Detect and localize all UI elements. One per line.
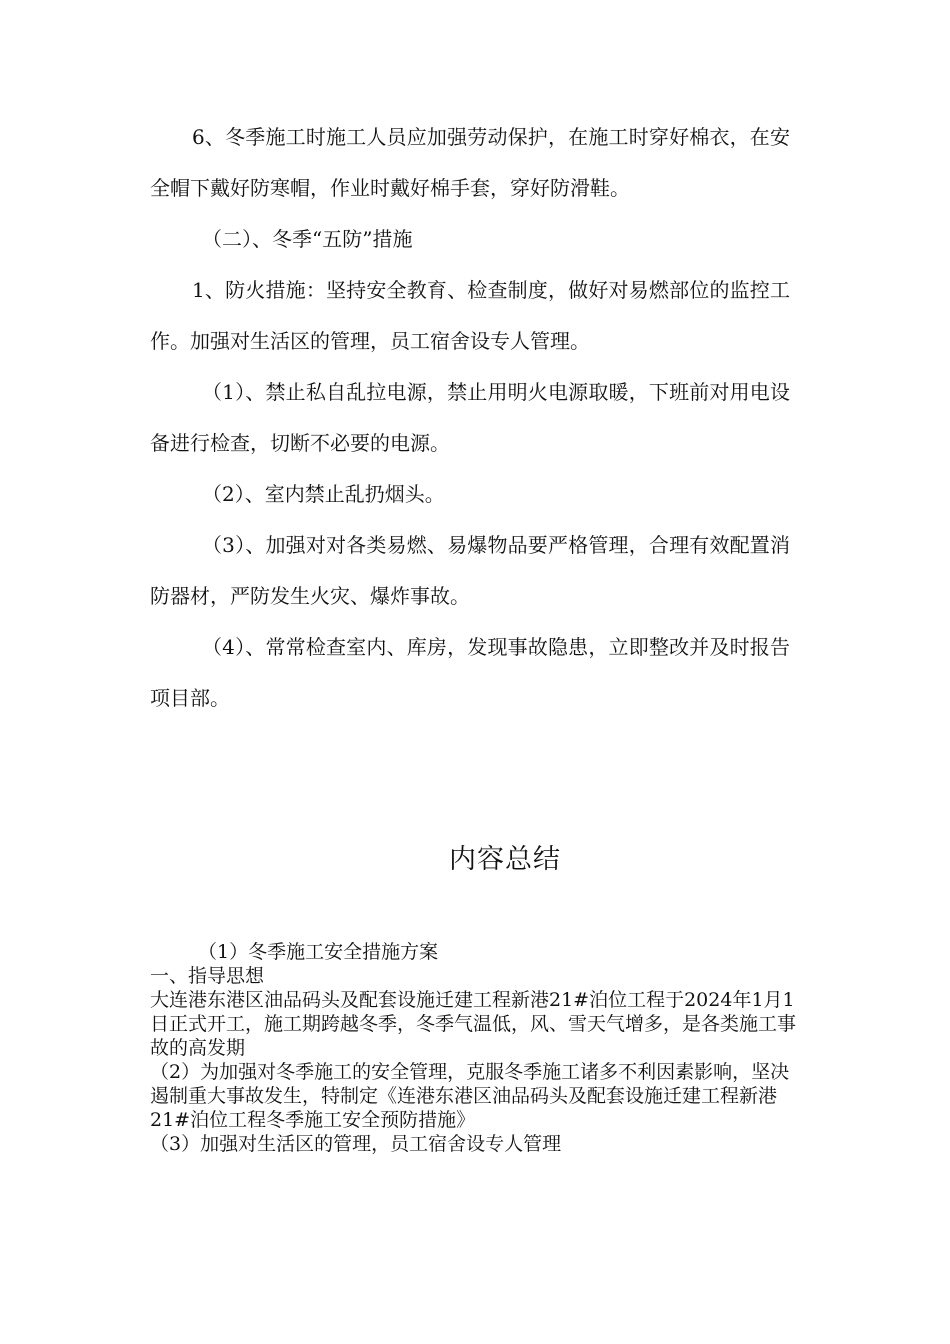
summary-line-4: （2）为加强对冬季施工的安全管理，克服冬季施工诸多不利因素影响，坚决遏制重大事故发生，特制定《连港东港区油品码头及配套设施迁建工程新港21#泊位工程冬季施工安全预防措施》 <box>150 1061 790 1131</box>
summary-title: 内容总结 <box>449 844 561 875</box>
paragraph-item-2: （2）、室内禁止乱扔烟头。 <box>202 482 445 506</box>
paragraph-fire-prevention: 1、防火措施：坚持安全教育、检查制度，做好对易燃部位的监控工作。加强对生活区的管理，员工宿舍设专人管理。 <box>150 278 790 353</box>
paragraph-item-4: （4）、常常检查室内、库房，发现事故隐患，立即整改并及时报告项目部。 <box>150 635 790 710</box>
summary-line-1: （1）冬季施工安全措施方案 <box>198 941 439 963</box>
summary-section <box>150 940 798 1156</box>
paragraph-item-1: （1）、禁止私自乱拉电源，禁止用明火电源取暖，下班前对用电设备进行检查，切断不必要的电源。 <box>150 380 790 455</box>
summary-line-2: 一、指导思想 <box>150 965 265 987</box>
paragraph-item-3: （3）、加强对对各类易燃、易爆物品要严格管理，合理有效配置消防器材，严防发生火灾、爆炸事故。 <box>150 533 790 608</box>
summary-line-3: 大连港东港区油品码头及配套设施迁建工程新港21#泊位工程于2024年1月1日正式开工，施工期跨越冬季，冬季气温低，风、雪天气增多，是各类施工事故的高发期 <box>150 989 797 1059</box>
summary-line-5: （3）加强对生活区的管理，员工宿舍设专人管理 <box>150 1133 562 1155</box>
main-body-text <box>150 112 790 724</box>
paragraph-labor-protection: 6、冬季施工时施工人员应加强劳动保护，在施工时穿好棉衣，在安全帽下戴好防寒帽，作业时戴好棉手套，穿好防滑鞋。 <box>150 125 790 200</box>
section-heading-five-preventions: （二）、冬季“五防”措施 <box>202 227 413 251</box>
